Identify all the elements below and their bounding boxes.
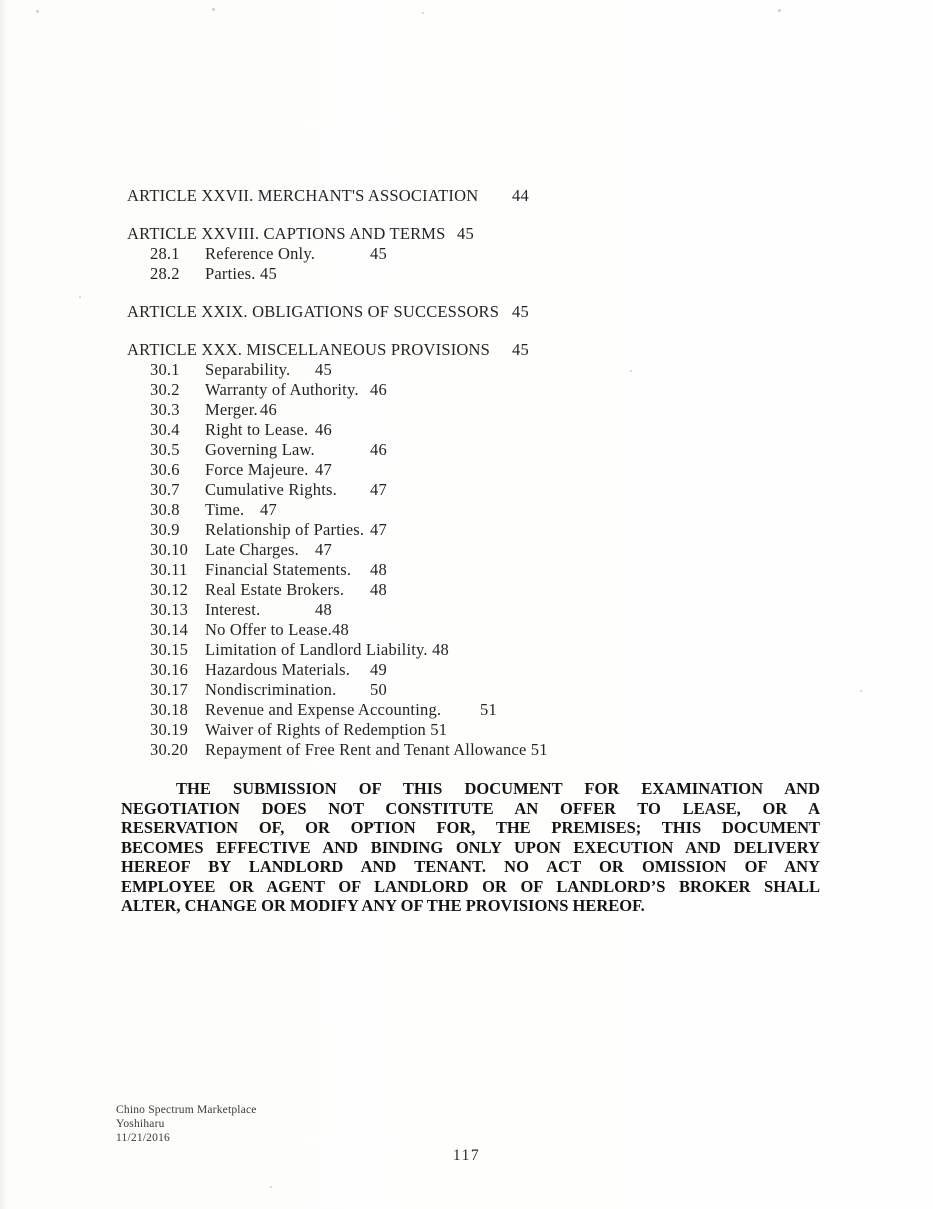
section-page-number: 47 bbox=[315, 540, 332, 559]
scan-speckle bbox=[36, 10, 39, 13]
section-page-number: 48 bbox=[370, 580, 387, 599]
legal-notice bbox=[121, 779, 820, 916]
notice-line: RESERVATION OF, OR OPTION FOR, THE PREMISES; THIS DOCUMENT bbox=[121, 818, 820, 837]
section-title: Real Estate Brokers. bbox=[205, 580, 345, 599]
section-page-number: 46 bbox=[315, 420, 332, 439]
section-title: Force Majeure. bbox=[205, 460, 309, 479]
section-title: Hazardous Materials. bbox=[205, 660, 351, 679]
section-page-number: 45 bbox=[370, 244, 387, 263]
section-number: 30.9 bbox=[150, 520, 180, 539]
toc-section-row bbox=[127, 620, 893, 640]
toc-section-row bbox=[127, 580, 893, 600]
toc-section-row bbox=[127, 560, 893, 580]
toc-section-row bbox=[127, 264, 893, 284]
section-page-number: 49 bbox=[370, 660, 387, 679]
section-number: 30.6 bbox=[150, 460, 180, 479]
toc-section-row bbox=[127, 400, 893, 420]
article-title: ARTICLE XXX. MISCELLANEOUS PROVISIONS bbox=[127, 340, 491, 359]
section-page-number: 45 bbox=[315, 360, 332, 379]
article-page-number: 45 bbox=[457, 224, 474, 243]
toc-article-heading bbox=[127, 224, 893, 244]
toc-section-row bbox=[127, 380, 893, 400]
section-number: 30.7 bbox=[150, 480, 180, 499]
section-title: Right to Lease. bbox=[205, 420, 309, 439]
scan-speckle bbox=[212, 8, 215, 11]
footer-date: 11/21/2016 bbox=[116, 1132, 170, 1144]
section-title: Parties. bbox=[205, 264, 256, 283]
section-title: Cumulative Rights. bbox=[205, 480, 337, 499]
scan-speckle bbox=[778, 9, 781, 12]
section-page-number: 46 bbox=[370, 380, 387, 399]
section-page-number: 51 bbox=[430, 720, 448, 739]
notice-line: NEGOTIATION DOES NOT CONSTITUTE AN OFFER TO LEASE, OR A bbox=[121, 798, 820, 818]
section-page-number: 45 bbox=[260, 264, 277, 283]
page-number: 117 bbox=[452, 1147, 481, 1164]
toc bbox=[127, 186, 893, 760]
article-title: ARTICLE XXIX. OBLIGATIONS OF SUCCESSORS bbox=[127, 302, 500, 321]
toc-section-row bbox=[127, 740, 893, 760]
toc-section-row bbox=[127, 480, 893, 500]
toc-section-row bbox=[127, 360, 893, 380]
section-page-number: 48 bbox=[432, 640, 449, 659]
toc-section-row bbox=[127, 600, 893, 620]
section-number: 28.2 bbox=[150, 264, 180, 283]
footer-tenant-name: Yoshiharu bbox=[116, 1118, 165, 1130]
toc-article-heading bbox=[127, 340, 893, 360]
footer-project-name: Chino Spectrum Marketplace bbox=[116, 1104, 257, 1116]
section-number: 30.13 bbox=[150, 600, 189, 619]
section-number: 30.11 bbox=[150, 560, 188, 579]
section-number: 30.2 bbox=[150, 380, 180, 399]
toc-section-row bbox=[127, 420, 893, 440]
toc-section-row bbox=[127, 660, 893, 680]
scan-speckle bbox=[422, 12, 424, 14]
section-number: 30.5 bbox=[150, 440, 180, 459]
section-title: Reference Only. bbox=[205, 244, 316, 263]
section-title: Relationship of Parties. bbox=[205, 520, 365, 539]
toc-section-row bbox=[127, 244, 893, 264]
section-title: Nondiscrimination. bbox=[205, 680, 337, 699]
section-page-number: 47 bbox=[370, 480, 387, 499]
scan-speckle bbox=[270, 1186, 272, 1188]
section-number: 28.1 bbox=[150, 244, 180, 263]
section-title: Warranty of Authority. bbox=[205, 380, 359, 399]
article-title: ARTICLE XXVIII. CAPTIONS AND TERMS bbox=[127, 224, 446, 243]
toc-article-heading bbox=[127, 186, 893, 206]
doc-footer bbox=[116, 1103, 257, 1145]
section-page-number: 48 bbox=[332, 620, 349, 639]
section-number: 30.3 bbox=[150, 400, 180, 419]
toc-section-row bbox=[127, 460, 893, 480]
toc-article-heading bbox=[127, 302, 893, 322]
scan-speckle bbox=[79, 296, 81, 298]
section-number: 30.16 bbox=[150, 660, 189, 679]
section-title: Revenue and Expense Accounting. bbox=[205, 700, 442, 719]
section-title: No Offer to Lease. bbox=[205, 620, 332, 639]
article-page-number: 45 bbox=[512, 340, 529, 359]
section-page-number: 48 bbox=[315, 600, 332, 619]
section-title: Interest. bbox=[205, 600, 261, 619]
section-page-number: 51 bbox=[480, 700, 497, 719]
section-number: 30.12 bbox=[150, 580, 189, 599]
article-title: ARTICLE XXVII. MERCHANT'S ASSOCIATION bbox=[127, 186, 479, 205]
section-number: 30.18 bbox=[150, 700, 189, 719]
section-page-number: 51 bbox=[530, 740, 548, 759]
section-number: 30.17 bbox=[150, 680, 189, 699]
notice-line: THE SUBMISSION OF THIS DOCUMENT FOR EXAMINATION AND bbox=[176, 779, 820, 798]
section-number: 30.1 bbox=[150, 360, 180, 379]
notice-line: EMPLOYEE OR AGENT OF LANDLORD OR OF LANDLORD’S BROKER SHALL bbox=[121, 876, 820, 896]
article-page-number: 45 bbox=[512, 302, 529, 321]
section-page-number: 46 bbox=[370, 440, 387, 459]
section-title: Late Charges. bbox=[205, 540, 299, 559]
section-number: 30.8 bbox=[150, 500, 180, 519]
section-number: 30.10 bbox=[150, 540, 189, 559]
toc-section-row bbox=[127, 640, 893, 660]
toc-section-row bbox=[127, 440, 893, 460]
section-page-number: 46 bbox=[260, 400, 277, 419]
section-number: 30.20 bbox=[150, 740, 189, 759]
section-page-number: 50 bbox=[370, 680, 387, 699]
section-title: Merger. bbox=[205, 400, 258, 419]
section-number: 30.19 bbox=[150, 720, 189, 739]
section-number: 30.14 bbox=[150, 620, 189, 639]
section-number: 30.4 bbox=[150, 420, 180, 439]
section-page-number: 47 bbox=[370, 520, 387, 539]
section-title: Governing Law. bbox=[205, 440, 315, 459]
toc-section-row bbox=[127, 680, 893, 700]
notice-line: BECOMES EFFECTIVE AND BINDING ONLY UPON EXECUTION AND DELIVERY bbox=[121, 837, 820, 857]
toc-section-row bbox=[127, 700, 893, 720]
section-title: Limitation of Landlord Liability. bbox=[205, 640, 428, 659]
section-title: Time. bbox=[205, 500, 245, 519]
section-page-number: 48 bbox=[370, 560, 387, 579]
section-title: Separability. bbox=[205, 360, 291, 379]
section-title: Repayment of Free Rent and Tenant Allowance bbox=[205, 740, 527, 759]
section-title: Waiver of Rights of Redemption bbox=[205, 720, 426, 739]
section-page-number: 47 bbox=[315, 460, 332, 479]
section-title: Financial Statements. bbox=[205, 560, 352, 579]
toc-section-row bbox=[127, 520, 893, 540]
notice-line: ALTER, CHANGE OR MODIFY ANY OF THE PROVISIONS HEREOF. bbox=[121, 896, 645, 915]
section-page-number: 47 bbox=[260, 500, 277, 519]
toc-section-row bbox=[127, 500, 893, 520]
section-number: 30.15 bbox=[150, 640, 189, 659]
toc-section-row bbox=[127, 540, 893, 560]
article-page-number: 44 bbox=[512, 186, 529, 205]
toc-section-row bbox=[127, 720, 893, 740]
notice-line: HEREOF BY LANDLORD AND TENANT. NO ACT OR OMISSION OF ANY bbox=[121, 857, 820, 876]
